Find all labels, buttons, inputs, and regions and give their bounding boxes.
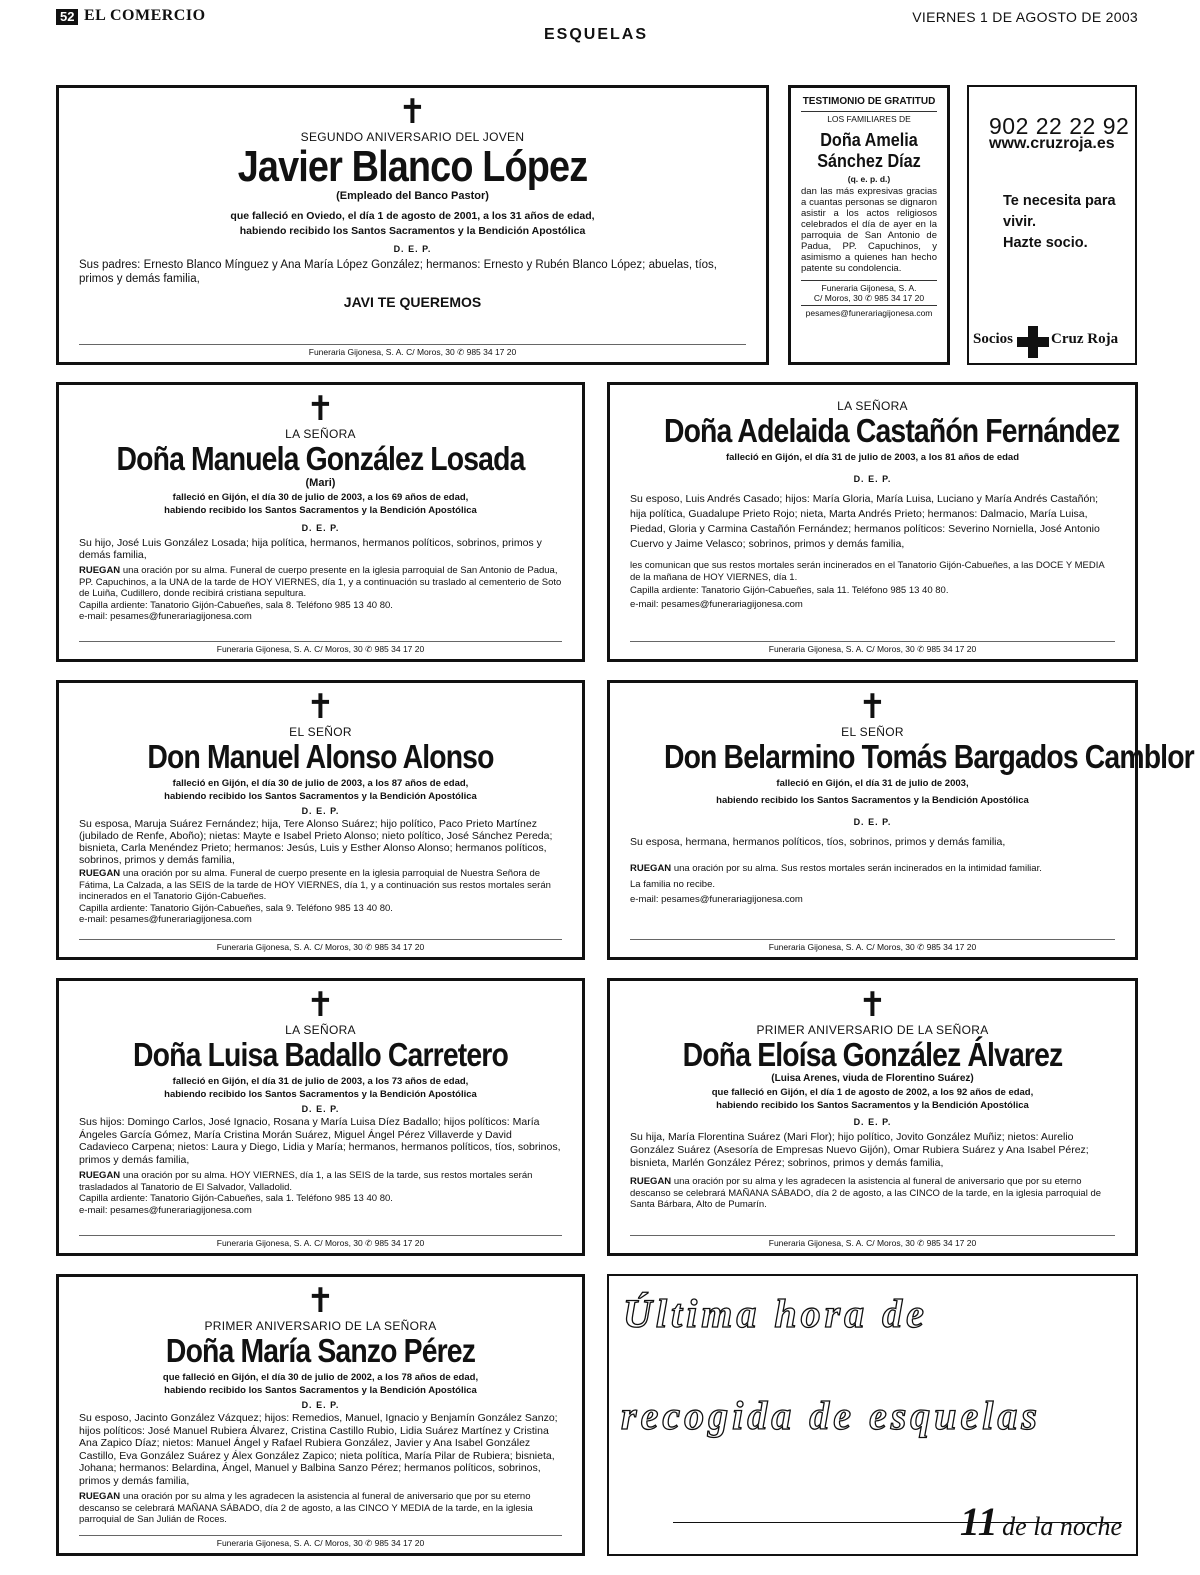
notice-pre: PRIMER ANIVERSARIO DE LA SEÑORA (756, 1023, 989, 1037)
deceased-name: Doña Luisa Badallo Carretero (133, 1036, 508, 1073)
dep: D. E. P. (853, 1117, 892, 1127)
deceased-name: Don Manuel Alonso Alonso (147, 738, 494, 775)
issue-date: VIERNES 1 DE AGOSTO DE 2003 (912, 9, 1138, 25)
service-details: una oración por su alma y les agradecen la asistencia al funeral de aniversario que por su eterno descanso se celebrará MAÑANA SÁBADO, día 2 de agosto, a las CINCO Y MEDIA de la tarde, en la iglesia parroquial de San Julián de Roces. (79, 1491, 533, 1525)
chapel-info: Capilla ardiente: Tanatorio Gijón-Cabueñes, sala 11. Teléfono 985 13 40 80. (630, 585, 949, 596)
notice-pre: EL SEÑOR (289, 725, 352, 739)
ad-cruz-roja (967, 85, 1137, 365)
ultima-line-2: recogida de esquelas (621, 1393, 1041, 1438)
newspaper-name: EL COMERCIO (84, 7, 206, 24)
notice-gratitude (788, 85, 950, 365)
funeral-home-footer: Funeraria Gijonesa, S. A. C/ Moros, 30 ✆ 985 34 17 20 (630, 1235, 1115, 1249)
notice-pre: LA SEÑORA (285, 1023, 356, 1037)
notice-adelaida-castanon (607, 382, 1138, 662)
service-details: una oración por su alma y les agradecen la asistencia al funeral de aniversario que por su eterno descanso se celebrará MAÑANA SÁBADO, día 2 de agosto, a las CINCO de la tarde, en la iglesia parroquial de Santa Bárbara, Alto de Pumarín. (630, 1176, 1102, 1210)
gratitude-name-1: Doña Amelia (820, 130, 918, 150)
ruegan: RUEGAN (79, 1491, 121, 1502)
cross-icon: ✝ (858, 687, 887, 727)
death-line-2: habiendo recibido los Santos Sacramentos y la Bendición Apostólica (164, 791, 477, 802)
death-line-2: habiendo recibido los Santos Sacramentos y la Bendición Apostólica (164, 1385, 477, 1396)
cross-icon: ✝ (398, 92, 427, 132)
dep: D. E. P. (301, 523, 340, 533)
death-line-2: habiendo recibido los Santos Sacramentos y la Bendición Apostólica (239, 225, 586, 237)
notice-manuel-alonso (56, 680, 585, 960)
death-line-2: habiendo recibido los Santos Sacramentos y la Bendición Apostólica (716, 1100, 1029, 1111)
chapel-info: Capilla ardiente: Tanatorio Gijón-Cabueñes, sala 1. Teléfono 985 13 40 80. (79, 1193, 393, 1204)
notice-pre: LA SEÑORA (285, 427, 356, 441)
cruzroja-slogan-3: Hazte socio. (1003, 235, 1088, 251)
deceased-nickname: (Luisa Arenes, viuda de Florentino Suárez) (771, 1073, 974, 1084)
deceased-name: Doña María Sanzo Pérez (165, 1332, 476, 1369)
page-number: 52 (56, 9, 78, 25)
deceased-nickname: (Empleado del Banco Pastor) (336, 190, 489, 202)
gratitude-footer-2: C/ Moros, 30 ✆ 985 34 17 20 (813, 293, 925, 303)
service-details: una oración por su alma. Sus restos mortales serán incinerados en la intimidad familiar. (673, 863, 1042, 874)
notice-luisa-badallo (56, 978, 585, 1256)
deceased-name: Doña Eloísa González Álvarez (682, 1036, 1063, 1073)
dep: D. E. P. (853, 474, 892, 484)
cruzroja-slogan-2: vivir. (1003, 214, 1037, 230)
service-details: una oración por su alma. HOY VIERNES, día 1, a las SEIS de la tarde, sus restos mortales serán trasladados al Tanatorio de El Salvador, Valladolid. (79, 1170, 533, 1193)
email-contact: e-mail: pesames@funerariagijonesa.com (630, 894, 803, 905)
section-title: ESQUELAS (543, 26, 648, 43)
dep: D. E. P. (301, 1104, 340, 1114)
family-list: Su hijo, José Luis González Losada; hija política, hermanos, hermanos políticos, sobrinos, primos y demás familia, (79, 537, 542, 561)
email-contact: e-mail: pesames@funerariagijonesa.com (79, 914, 252, 925)
funeral-home-footer: Funeraria Gijonesa, S. A. C/ Moros, 30 ✆ 985 34 17 20 (79, 344, 746, 358)
dep: D. E. P. (301, 806, 340, 816)
funeral-home-footer: Funeraria Gijonesa, S. A. C/ Moros, 30 ✆ 985 34 17 20 (79, 1535, 562, 1549)
notice-pre: EL SEÑOR (841, 725, 904, 739)
death-line-1: que falleció en Gijón, el día 1 de agosto de 2002, a los 92 años de edad, (711, 1087, 1034, 1098)
death-line-1: falleció en Gijón, el día 31 de julio de 2003, a los 81 años de edad (725, 452, 1020, 463)
deceased-name: Doña Manuela González Losada (116, 440, 525, 477)
family-list: Sus hijos: Domingo Carlos, José Ignacio, Rosana y María Luisa Díez Badallo; hijos políticos: María Ángeles García Gómez, María Cristina Morán Suárez, Miguel Ángel Pérez Villaverde y David Cadavieco Carpena; nietos: Laura y Diego, Lidia y María; hermanos, hermanos políticos, tíos, sobrinos, primos y demás familia, (79, 1116, 561, 1166)
funeral-home-footer: Funeraria Gijonesa, S. A. C/ Moros, 30 ✆ 985 34 17 20 (79, 641, 562, 655)
ruegan: RUEGAN (79, 868, 121, 879)
deceased-name: Don Belarmino Tomás Bargados Camblor (663, 738, 1194, 775)
family-list: Su esposa, hermana, hermanos políticos, tíos, sobrinos, primos y demás familia, (630, 836, 1006, 848)
email-contact: e-mail: pesames@funerariagijonesa.com (630, 598, 803, 610)
email-contact: e-mail: pesames@funerariagijonesa.com (79, 1204, 252, 1216)
notice-pre: SEGUNDO ANIVERSARIO DEL JOVEN (300, 130, 525, 144)
death-line-1: falleció en Gijón, el día 30 de julio de 2003, a los 87 años de edad, (172, 778, 469, 789)
gratitude-footer-1: Funeraria Gijonesa, S. A. (801, 280, 937, 293)
notice-ultima-hora (607, 1274, 1138, 1556)
death-line-2: habiendo recibido los Santos Sacramentos y la Bendición Apostólica (716, 795, 1029, 806)
gratitude-title: TESTIMONIO DE GRATITUD (802, 96, 936, 107)
ruegan: RUEGAN (79, 1170, 121, 1181)
funeral-home-footer: Funeraria Gijonesa, S. A. C/ Moros, 30 ✆ 985 34 17 20 (79, 1235, 562, 1249)
ruegan: RUEGAN (630, 1176, 672, 1187)
chapel-info: Capilla ardiente: Tanatorio Gijón-Cabueñes, sala 8. Teléfono 985 13 40 80. (79, 599, 393, 611)
family-list: Su esposo, Luis Andrés Casado; hijos: María Gloria, María Luisa, Luciano y María Andrés Castañón; hija política, Guadalupe Prieto Rojo; nieta, Marta Andrés Prieto; hermanos: Dalmacio, María Luisa, Piedad, Gloria y Carmina Castañón Fernández; hermanos políticos: Severino Norniella, José Antonio Cuervo y Jaime Velasco; sobrinos, primos y demás familia, (630, 493, 1100, 550)
notice-manuela-gonzalez (56, 382, 585, 662)
cross-icon: ✝ (306, 389, 335, 429)
family-note: La familia no recibe. (630, 878, 716, 890)
cruzroja-phone: 902 22 22 92 (989, 113, 1130, 139)
notice-belarmino-bargados (607, 680, 1194, 960)
deceased-nickname: (Mari) (305, 477, 336, 489)
cross-icon: ✝ (306, 687, 335, 727)
death-line-1: que falleció en Oviedo, el día 1 de agosto de 2001, a los 31 años de edad, (230, 210, 595, 222)
dep: D. E. P. (393, 244, 432, 254)
gratitude-name-2: Sánchez Díaz (817, 151, 921, 171)
notice-javier-blanco (56, 85, 769, 365)
cruzroja-brand: Cruz Roja (1051, 331, 1119, 347)
family-list: Su esposa, Maruja Suárez Fernández; hija, Tere Alonso Suárez; hijo político, Paco Prieto Martínez (jubilado de Renfe, Aboño); nietas: Mayte e Isabel Prieto Alonso; nieto político, José Sánchez Pereda; bisnieta, Carla Menéndez Prieto; hermanos: Jesús, Luis y Esther Alonso Alonso; hermanos políticos, sobrinos, primos y demás familia, (79, 818, 553, 866)
death-line-1: falleció en Gijón, el día 30 de julio de 2003, a los 69 años de edad, (172, 492, 469, 503)
ultima-hour-suffix: de la noche (1002, 1512, 1122, 1541)
red-cross-icon (1017, 326, 1049, 358)
ruegan: RUEGAN (630, 863, 672, 874)
dep: D. E. P. (301, 1400, 340, 1410)
ruegan: RUEGAN (79, 565, 121, 576)
cruzroja-web: www.cruzroja.es (989, 135, 1115, 152)
funeral-home-footer: Funeraria Gijonesa, S. A. C/ Moros, 30 ✆ 985 34 17 20 (630, 641, 1115, 655)
death-line-1: que falleció en Gijón, el día 30 de julio de 2002, a los 78 años de edad, (162, 1372, 479, 1383)
family-list: Su esposo, Jacinto González Vázquez; hijos: Remedios, Manuel, Ignacio y Benjamín González Sanzo; hijos políticos: José Manuel Rubiera Álvarez, Cristina Castillo Rubio, Lidia Suárez Martínez y Cristina Ana Zapico Díaz; nietos: Manuel Ángel y Rafael Rubiera González, Javier y Ana Isabel González Castillo, Eva González Suárez y Álex González Zapico; nieta política, María Pilar de Rubiera; bisnieta, Johana; hermanos: Belardina, Ángel, Manuel y Balbina Sanzo Pérez; hermanos políticos, sobrinos, primos y demás familia, (79, 1412, 558, 1487)
service-details: les comunican que sus restos mortales serán incinerados en el Tanatorio Gijón-Cabueñes, a las DOCE Y MEDIA de la mañana de HOY VIERNES, día 1. (630, 560, 1105, 583)
death-line-1: falleció en Gijón, el día 31 de julio de 2003, a los 73 años de edad, (172, 1076, 469, 1087)
chapel-info: Capilla ardiente: Tanatorio Gijón-Cabueñes, sala 9. Teléfono 985 13 40 80. (79, 902, 393, 914)
dep: D. E. P. (853, 817, 892, 827)
closing-message: JAVI TE QUEREMOS (343, 294, 482, 310)
cross-icon: ✝ (306, 985, 335, 1025)
cross-icon: ✝ (306, 1281, 335, 1321)
email-contact: e-mail: pesames@funerariagijonesa.com (79, 611, 252, 622)
death-line-2: habiendo recibido los Santos Sacramentos y la Bendición Apostólica (164, 505, 477, 516)
notice-pre: PRIMER ANIVERSARIO DE LA SEÑORA (204, 1319, 437, 1333)
deceased-name: Javier Blanco López (237, 142, 588, 191)
cross-icon: ✝ (858, 985, 887, 1025)
funeral-home-footer: Funeraria Gijonesa, S. A. C/ Moros, 30 ✆ 985 34 17 20 (79, 939, 562, 953)
service-details: una oración por su alma. Funeral de cuerpo presente en la iglesia parroquial de San Antonio de Padua, PP. Capuchinos, a la UNA de la tarde de HOY VIERNES, día 1, y a continuación su traslado al cementerio de Soto de Luiña, Cudillero, donde recibirá cristiana sepultura. (79, 565, 562, 599)
gratitude-email: pesames@funerariagijonesa.com (801, 305, 937, 318)
deceased-name: Doña Adelaida Castañón Fernández (663, 412, 1120, 449)
funeral-home-footer: Funeraria Gijonesa, S. A. C/ Moros, 30 ✆ 985 34 17 20 (630, 939, 1115, 953)
notice-eloisa-gonzalez (607, 978, 1138, 1256)
death-line-1: falleció en Gijón, el día 31 de julio de 2003, (776, 778, 969, 789)
gratitude-body: dan las más expresivas gracias a cuantas personas se dignaron asistir a los actos religiosos celebrados el día de ayer en la parroquia de San Antonio de Padua, PP. Capuchinos, y asimismo a quienes han hecho patente su condolencia. (801, 186, 937, 274)
gratitude-sub: LOS FAMILIARES DE (801, 111, 937, 124)
notice-pre: LA SEÑORA (837, 399, 908, 413)
family-list: Su hija, María Florentina Suárez (Mari Flor); hijo político, Jovito González Muñiz; nietos: Aurelio González Suárez (Asesoría de Empresas Nuevo Gijón), Omar Rubiera Suárez y Ana Isabel Pérez; bisnieta, Marlén González Pérez; sobrinos, primos y demás familia, (630, 1131, 1089, 1169)
ultima-hour: 11 (959, 1499, 998, 1544)
service-details: una oración por su alma. Funeral de cuerpo presente en la iglesia parroquial de Nuestra Señora de Fátima, La Calzada, a las SEIS de la tarde de HOY VIERNES, día 1, y a continuación sus restos mortales serán incinerados en el Tanatorio Gijón-Cabueñes. (79, 868, 551, 902)
gratitude-rip: (q. e. p. d.) (847, 174, 891, 184)
cruzroja-socios: Socios (973, 331, 1014, 347)
cruzroja-slogan-1: Te necesita para (1003, 193, 1116, 209)
notice-maria-sanzo (56, 1274, 585, 1556)
family-list: Sus padres: Ernesto Blanco Mínguez y Ana María López González; hermanos: Ernesto y Rubén Blanco López; abuelas, tíos, primos y demás familia, (79, 259, 717, 285)
death-line-2: habiendo recibido los Santos Sacramentos y la Bendición Apostólica (164, 1089, 477, 1100)
ultima-line-1: Última hora de (623, 1291, 928, 1336)
